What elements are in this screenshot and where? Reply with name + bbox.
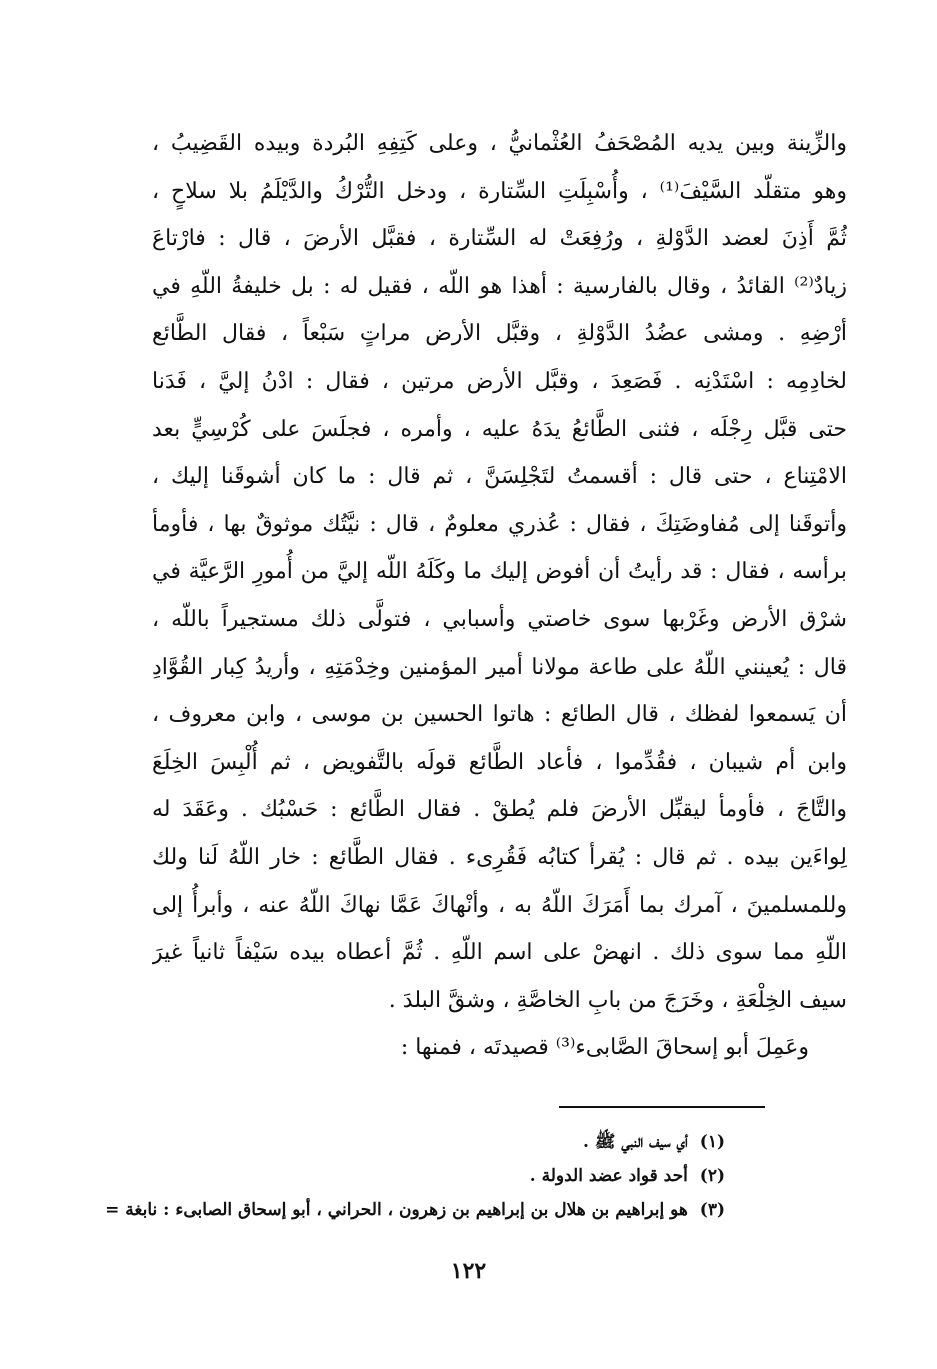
footnote-text: أي سيف النبي ﷺ . [582,1132,688,1152]
body-line: اللّهِ مما سوى ذلك . انهضْ على اسم اللّهِ . ثُمَّ أعطاه بيده سَيْفاً ثانياً غيرَ [152,940,847,966]
body-line: والزِّينة وبين يديه المُصْحَفُ العُثْمانيُّ ، وعلى كَتِفِهِ البُردة وبيده القَضِيبُ ، [152,131,847,156]
body-line: سيف الخِلْعَةِ ، وخَرَجَ من بابِ الخاصَّةِ ، وشقَّ البلدَ . [388,987,847,1013]
footnote-separator [559,1106,765,1108]
body-line: وأتوقَنا إلى مُفاوضَتِكَ ، فقال : عُذري معلومٌ ، قال : نيَّتُك موثوقٌ بها ، فأومأ [152,511,847,537]
body-line: حتى قبَّل رِجْلَه ، فثنى الطَّائعُ يدَهُ عليه ، وأمره ، فجلَسَ على كُرْسِيٍّ بعد [152,416,847,442]
body-line: لِواءَين بيده . ثم قال : يُقرأ كتابُه فَقُرِىء . فقال الطَّائع : خار اللّهُ لَنا ولك [152,844,847,870]
body-line: وللمسلمينَ ، آمرك بما أَمَرَكَ اللّهُ به ، وأنْهاكَ عَمَّا نهاكَ اللّهُ عنه ، وأبرأُ إلى [152,892,847,918]
footnote-item [105,1193,725,1227]
body-line: الامْتِناع ، حتى قال : أقسمتُ لتَجْلِسَنَّ ، ثم قال : ما كان أشوقَنا إليك ، [152,464,847,490]
footnote-text: هو إبراهيم بن هلال بن إبراهيم بن زهرون ، الحراني ، أبو إسحاق الصابىء : نابغة = [105,1200,688,1220]
footnote-item [105,1125,725,1159]
body-line: وهو متقلّد السَّيْفَ⁽¹⁾ ، وأُسْبِلَتِ السِّتارة ، ودخل التُّرْكُ والدَّيْلَمُ بلا سلاحٍ ، [152,178,847,204]
body-line: قال : يُعينني اللّهُ على طاعة مولانا أمير المؤمنين وخِدْمَتِهِ ، وأريدُ كِبار القُوَّادِ [152,654,847,680]
body-line: شرْق الأرض وغَرْبها سوى خاصتي وأسبابي ، فتولَّى ذلك مستجيراً باللّه ، [152,606,847,632]
footnote-number: (٣) [699,1200,725,1220]
body-line: أن يَسمعوا لفظك ، قال الطائع : هاتوا الحسين بن موسى ، وابن معروف ، [152,702,847,728]
footnote-number: (٢) [699,1166,725,1186]
body-line: برأسه ، فقال : قد رأيتُ أن أفوض إليك ما وكَلَهُ اللّه إليَّ من أُمورِ الرَّعيَّة في [152,559,847,585]
footnotes [105,1125,725,1227]
footnote-item [105,1159,725,1193]
footnote-number: (١) [699,1132,725,1152]
body-line: وعَمِلَ أبو إسحاقَ الصَّابىء⁽³⁾ قصيدتَه ، فمنها : [400,1035,809,1061]
footnote-text: أحد قواد عضد الدولة . [529,1166,688,1186]
body-line: زيادٌ⁽²⁾ القائدُ ، وقال بالفارسية : أهذا هو اللّه ، فقيل له : بل خليفةُ اللّهِ في [152,273,847,299]
body-text [152,120,847,1072]
body-line: أرْضِهِ . ومشى عضُدُ الدَّوْلةِ ، وقبَّل الأرض مراتٍ سَبْعاً ، فقال الطَّائع [152,321,847,347]
body-line: لخادِمِه : اسْتَدْنِه . فَصَعِدَ ، وقبَّل الأرض مرتين ، فقال : ادْنُ إليَّ ، فَدَنا [152,368,847,394]
body-line: ثُمَّ أَذِنَ لعضد الدَّوْلةِ ، ورُفِعَتْ له السِّتارة ، فقبَّل الأرضَ ، قال : فارْتاعَ [152,226,847,252]
page-number: ١٢٢ [450,1258,487,1284]
body-line: وابن أم شيبان ، فقُدِّموا ، فأعاد الطَّائع قولَه بالتَّفويض ، ثم أُلْبِسَ الخِلَعَ [152,749,847,775]
body-line: والتَّاجَ ، فأومأ ليقبِّل الأرضَ فلم يُطقْ . فقال الطَّائع : حَسْبُك . وعَقَدَ له [152,797,847,823]
